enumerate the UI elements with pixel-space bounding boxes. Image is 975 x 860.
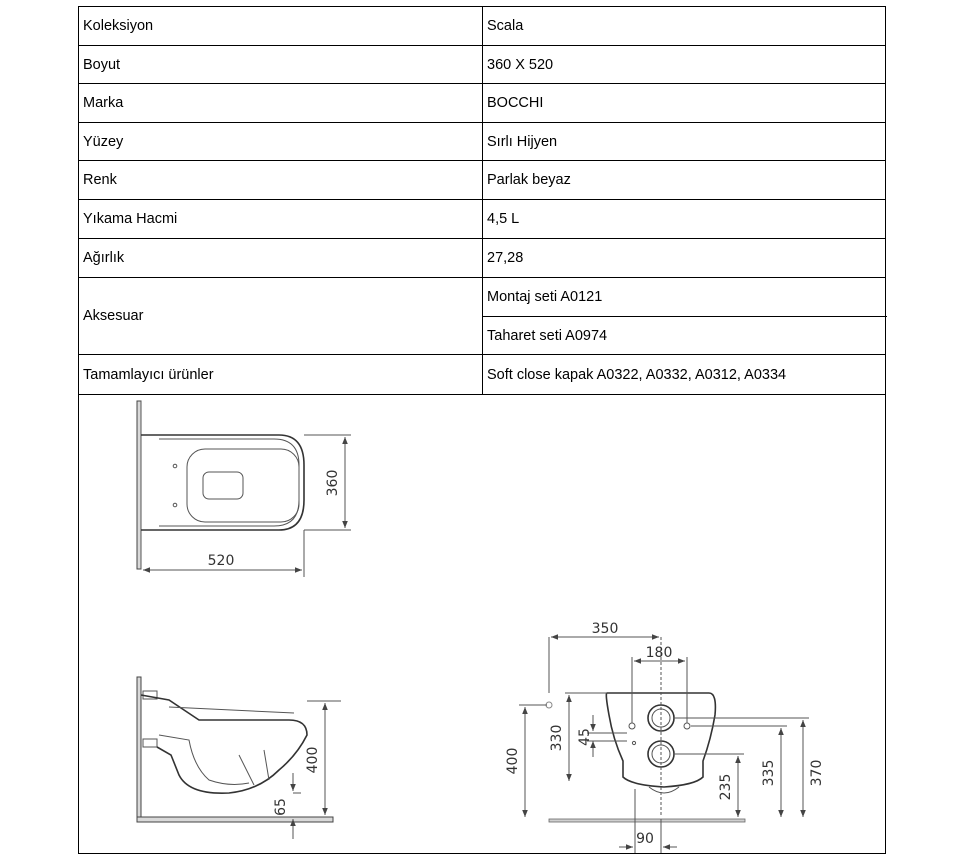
spec-row: [79, 84, 885, 123]
spec-row: [79, 123, 885, 161]
spec-value: 4,5 L: [487, 211, 520, 227]
dim-370: 370: [809, 759, 825, 787]
spec-sheet: [78, 6, 886, 854]
spec-value: Taharet seti A0974: [487, 328, 608, 344]
dim-330: 330: [549, 724, 565, 752]
spec-label: Tamamlayıcı ürünler: [79, 355, 483, 394]
spec-label: Ağırlık: [79, 239, 483, 277]
spec-value: Soft close kapak A0322, A0332, A0312, A0334: [487, 366, 787, 383]
spec-label: Aksesuar: [79, 278, 483, 354]
spec-row: [79, 200, 885, 239]
spec-row: [79, 46, 885, 84]
spec-row: [79, 161, 885, 200]
dim-width: 520: [207, 553, 235, 569]
spec-value: Parlak beyaz: [487, 172, 571, 188]
spec-row: [79, 355, 885, 395]
dim-hole-spacing: 180: [645, 645, 673, 661]
spec-row: [79, 239, 885, 278]
technical-drawings: [79, 395, 887, 855]
spec-value: BOCCHI: [487, 95, 544, 111]
spec-value: Montaj seti A0121: [483, 278, 887, 317]
dim-45: 45: [577, 728, 593, 746]
dim-bottom-width: 90: [636, 831, 654, 847]
spec-row: [79, 7, 885, 46]
spec-label: Yıkama Hacmi: [79, 200, 483, 238]
spec-label: Marka: [79, 84, 483, 122]
front-view-drawing: [505, 621, 825, 853]
top-view-drawing: [137, 401, 351, 577]
dim-height: 400: [305, 746, 321, 774]
spec-value: Sırlı Hijyen: [487, 133, 558, 150]
dim-floor-gap: 65: [273, 798, 289, 816]
spec-value: 27,28: [487, 250, 524, 266]
dim-235: 235: [718, 773, 734, 801]
drawing-canvas: [79, 395, 887, 855]
spec-label: Koleksiyon: [79, 7, 483, 45]
spec-value: 360 X 520: [487, 56, 554, 73]
dim-400: 400: [505, 747, 521, 775]
side-view-drawing: [137, 677, 341, 839]
spec-value: Scala: [487, 18, 524, 34]
spec-label: Yüzey: [79, 123, 483, 160]
dim-335: 335: [761, 759, 777, 787]
spec-label: Boyut: [79, 46, 483, 83]
dim-depth: 360: [325, 469, 341, 497]
dim-total-width: 350: [591, 621, 619, 637]
spec-label: Renk: [79, 161, 483, 199]
